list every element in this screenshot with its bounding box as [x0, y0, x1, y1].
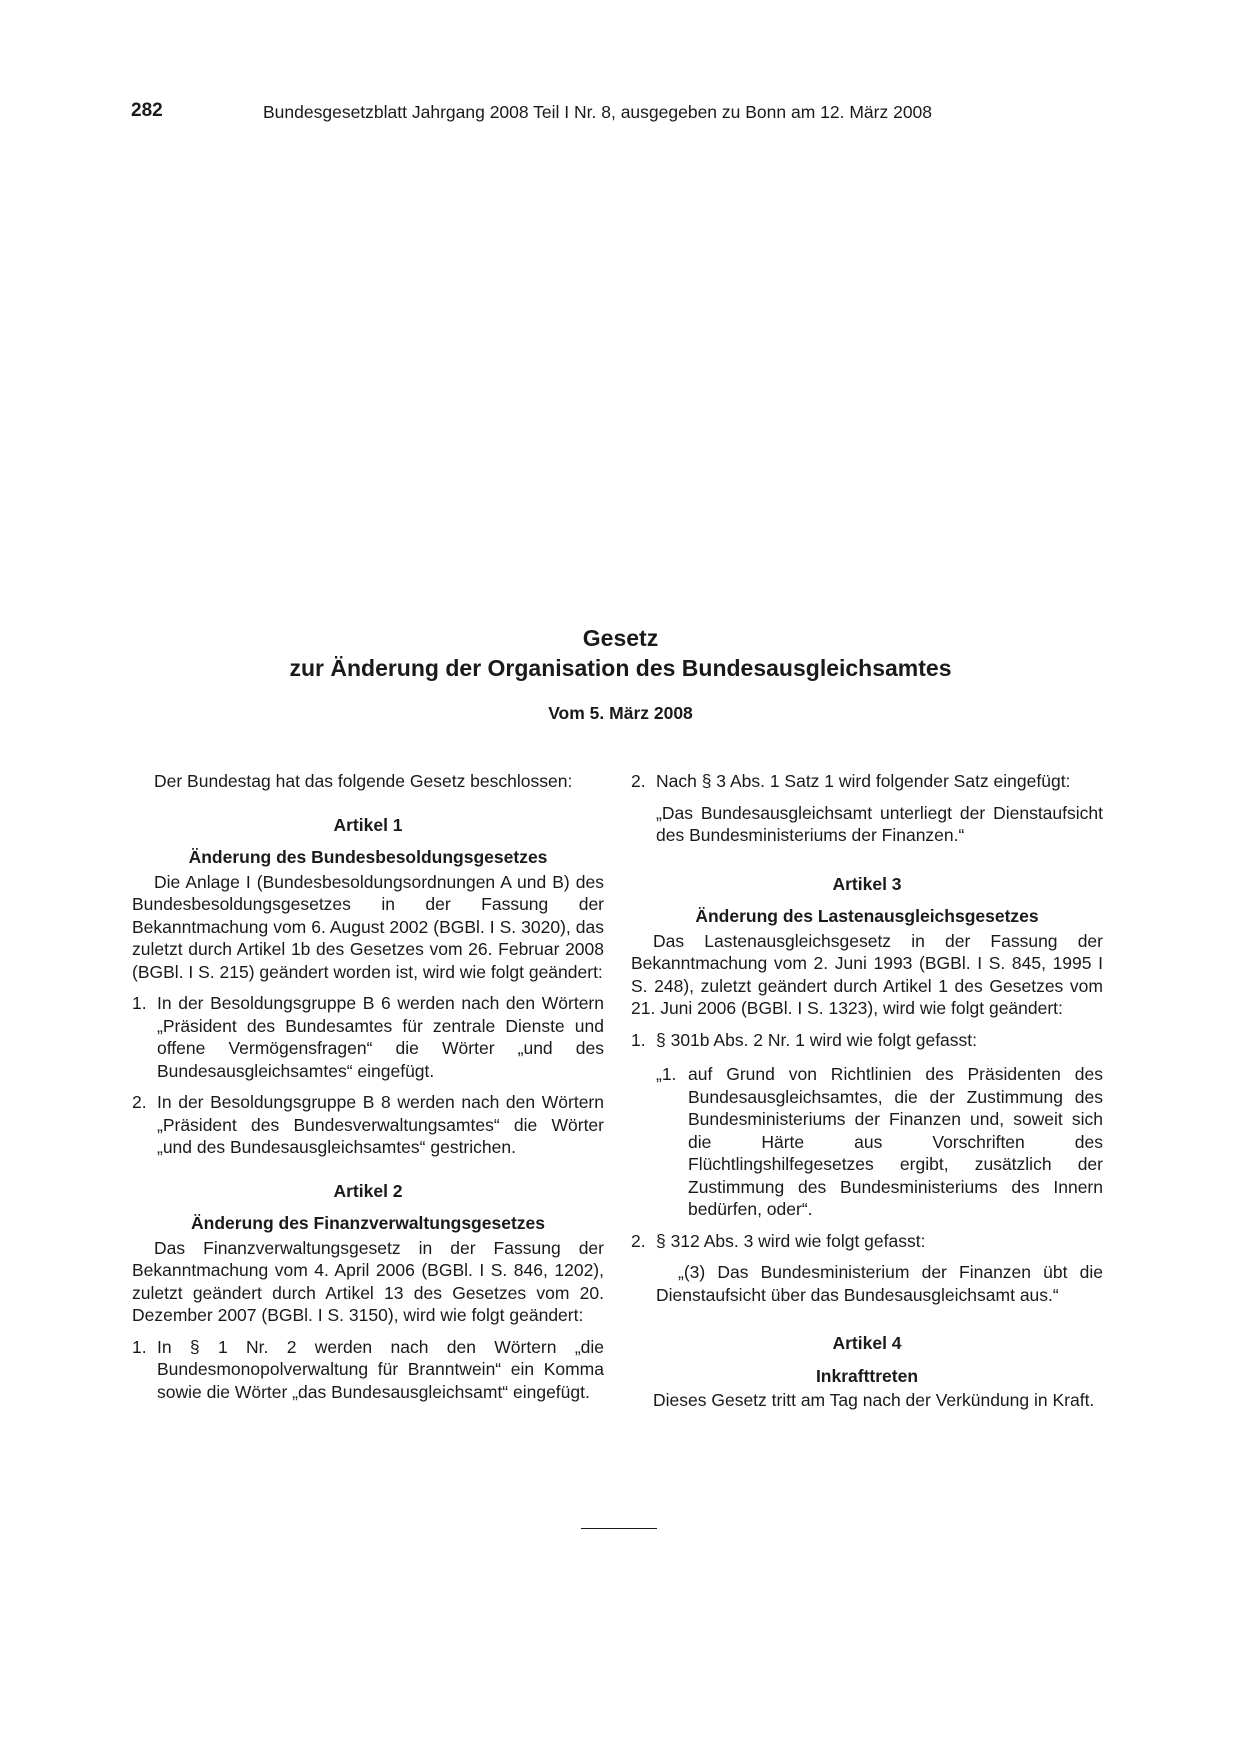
- left-column: [132, 770, 604, 1403]
- item-number: 2.: [631, 771, 646, 791]
- article-2-intro: Das Finanzverwaltungsgesetz in der Fassung der Bekanntmachung vom 4. April 2006 (BGBl. I S. 846, 1202), zuletzt geändert durch Artikel 13 des Gesetzes vom 20. Dezember 2007 (BGBl. I S. 3150), wird wie folgt geändert:: [132, 1237, 604, 1325]
- item-text: § 301b Abs. 2 Nr. 1 wird wie folgt gefasst:: [656, 1029, 978, 1050]
- subitem-number: „1.: [656, 1064, 677, 1084]
- law-title-line-1: Gesetz: [582, 625, 659, 651]
- law-date: Vom 5. März 2008: [548, 703, 693, 723]
- article-1-intro: Die Anlage I (Bundesbesoldungsordnungen A und B) des Bundesbesoldungsgesetzes in der Fassung der Bekanntmachung vom 6. August 2002 (BGBl. I S. 3020), das zuletzt durch Artikel 1b des Gesetzes vom 26. Februar 2008 (BGBl. I S. 215) geändert worden ist, wird wie folgt geändert:: [132, 871, 604, 982]
- article-3-intro: Das Lastenausgleichsgesetz in der Fassung der Bekanntmachung vom 2. Juni 1993 (BGBl. I S. 845, 1995 I S. 248), zuletzt geändert durch Artikel 1 des Gesetzes vom 21. Juni 2006 (BGBl. I S. 1323), wird wie folgt geändert:: [631, 930, 1103, 1018]
- article-1-item-1: [132, 992, 604, 1082]
- page-number: 282: [131, 100, 163, 121]
- subitem-text: auf Grund von Richtlinien des Präsidenten des Bundesausgleichsamtes, die der Zustimmung des Bundesministeriums der Finanzen und, soweit sich die Härte aus Vorschriften des Flüchtlingshilfegesetzes ergibt, zusätzlich der Zustimmung des Bundesministeriums des Innern bedürfen, oder“.: [688, 1064, 1103, 1219]
- preamble: Der Bundestag hat das folgende Gesetz beschlossen:: [154, 771, 573, 791]
- article-4-label: Artikel 4: [832, 1333, 902, 1353]
- item-text: In der Besoldungsgruppe B 6 werden nach den Wörtern „Präsident des Bundesamtes für zentrale Dienste und offene Vermögensfragen“ die Wörter „und des Bundesausgleichsamtes“ eingefügt.: [157, 993, 604, 1081]
- item-text: In § 1 Nr. 2 werden nach den Wörtern „die Bundesmonopolverwaltung für Branntwein“ ein Komma sowie die Wörter „das Bundesausgleichsamt“ eingefügt.: [157, 1336, 604, 1402]
- article-2-item-1: [132, 1336, 604, 1404]
- item-number: 2.: [631, 1230, 646, 1251]
- law-title-line-2: zur Änderung der Organisation des Bundesausgleichsamtes: [289, 655, 952, 681]
- running-header: Bundesgesetzblatt Jahrgang 2008 Teil I Nr. 8, ausgegeben zu Bonn am 12. März 2008: [263, 102, 933, 122]
- article-3-heading: Änderung des Lastenausgleichsgesetzes: [695, 906, 1039, 926]
- article-1-item-2: [132, 1091, 604, 1159]
- law-title: [0, 623, 1241, 683]
- article-2-label: Artikel 2: [333, 1180, 403, 1201]
- closing-rule: [581, 1528, 657, 1529]
- right-column: [631, 770, 1103, 1412]
- article-2-heading: Änderung des Finanzverwaltungsgesetzes: [191, 1213, 545, 1233]
- item-number: 1.: [631, 1029, 646, 1050]
- article-3-item-2: [631, 1230, 1103, 1253]
- item-text: § 312 Abs. 3 wird wie folgt gefasst:: [656, 1230, 926, 1251]
- article-3-subitem: [631, 1063, 1103, 1221]
- article-3-label: Artikel 3: [832, 873, 902, 894]
- article-3-item-1: [631, 1029, 1103, 1052]
- item-number: 1.: [132, 993, 147, 1013]
- article-3-quote: „(3) Das Bundesministerium der Finanzen übt die Dienstaufsicht über das Bundesausgleichsamt aus.“: [656, 1262, 1103, 1305]
- article-1-heading: Änderung des Bundesbesoldungsgesetzes: [188, 847, 548, 867]
- item-text: In der Besoldungsgruppe B 8 werden nach den Wörtern „Präsident des Bundesverwaltungsamtes“ die Wörter „und des Bundesausgleichsamtes“ gestrichen.: [157, 1092, 604, 1157]
- article-2-quote: „Das Bundesausgleichsamt unterliegt der Dienstaufsicht des Bundesministeriums der Finanzen.“: [656, 802, 1103, 845]
- article-4-text: Dieses Gesetz tritt am Tag nach der Verkündung in Kraft.: [653, 1390, 1095, 1410]
- item-number: 1.: [132, 1336, 147, 1357]
- article-1-label: Artikel 1: [333, 814, 403, 835]
- item-number: 2.: [132, 1092, 147, 1112]
- article-2-item-2: [631, 770, 1103, 793]
- item-text: Nach § 3 Abs. 1 Satz 1 wird folgender Satz eingefügt:: [656, 771, 1071, 791]
- article-4-heading: Inkrafttreten: [815, 1365, 919, 1386]
